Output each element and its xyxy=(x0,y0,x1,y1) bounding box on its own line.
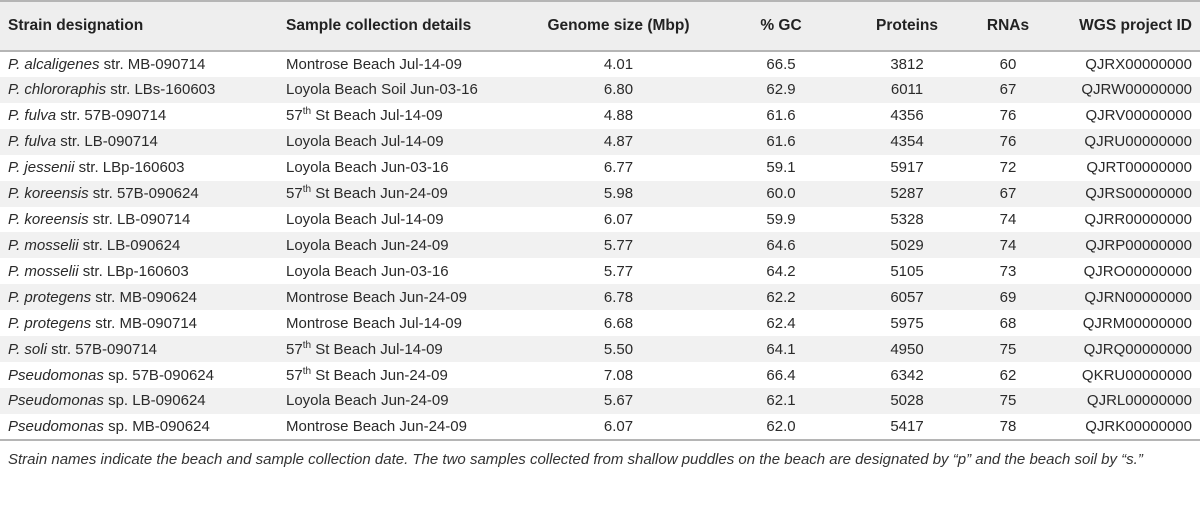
rnas-cell: 75 xyxy=(999,392,1017,410)
strain-designation-cell xyxy=(0,77,278,103)
strain-id: str. LBs-160603 xyxy=(106,81,216,99)
collection-text: Loyola Beach Jun-24-09 xyxy=(286,236,449,254)
wgs-project-id-cell: QJRP00000000 xyxy=(1085,236,1192,254)
rnas-cell: 74 xyxy=(999,236,1017,254)
strain-id: str. LBp-160603 xyxy=(74,159,185,177)
sample-collection-cell xyxy=(278,129,526,155)
sample-collection-cell xyxy=(278,284,526,310)
proteins-cell: 5975 xyxy=(890,314,924,332)
table-row xyxy=(0,155,1200,181)
genome-size-cell: 6.80 xyxy=(603,81,634,99)
strain-designation-cell xyxy=(0,232,278,258)
sample-collection-cell xyxy=(278,232,526,258)
header-genome-size: Genome size (Mbp) xyxy=(526,1,711,51)
rnas-cell: 75 xyxy=(999,340,1017,358)
table-row xyxy=(0,232,1200,258)
genome-size-cell: 5.98 xyxy=(603,185,634,203)
table-row xyxy=(0,103,1200,129)
rnas-cell: 69 xyxy=(999,288,1017,306)
ordinal-suffix: th xyxy=(302,184,312,196)
wgs-project-id-cell: QJRX00000000 xyxy=(1085,55,1192,73)
sample-collection-cell xyxy=(278,77,526,103)
strain-designation-cell xyxy=(0,129,278,155)
gc-cell: 64.1 xyxy=(766,340,796,358)
species-name: P. mosselii xyxy=(8,236,79,254)
sample-collection-cell xyxy=(278,362,526,388)
gc-cell: 66.4 xyxy=(766,366,796,384)
proteins-cell: 5028 xyxy=(890,392,924,410)
wgs-project-id-cell: QJRT00000000 xyxy=(1086,159,1192,177)
strain-designation-cell xyxy=(0,181,278,207)
collection-text: Loyola Beach Jun-03-16 xyxy=(286,159,449,177)
table-row xyxy=(0,414,1200,440)
wgs-project-id-cell: QJRM00000000 xyxy=(1082,314,1192,332)
gc-cell: 62.1 xyxy=(766,392,796,410)
strain-id: str. 57B-090714 xyxy=(56,107,167,125)
species-name: P. fulva xyxy=(8,107,57,125)
gc-cell: 61.6 xyxy=(766,107,796,125)
strain-designation-cell xyxy=(0,103,278,129)
genome-size-cell: 6.77 xyxy=(603,159,634,177)
strain-designation-cell xyxy=(0,336,278,362)
genome-size-cell: 5.77 xyxy=(603,236,634,254)
collection-text: Loyola Beach Jun-24-09 xyxy=(286,392,449,410)
proteins-cell: 4356 xyxy=(890,107,924,125)
rnas-cell: 60 xyxy=(999,55,1017,73)
table-row xyxy=(0,129,1200,155)
table-row xyxy=(0,51,1200,77)
gc-cell: 66.5 xyxy=(766,55,796,73)
strain-id: sp. 57B-090624 xyxy=(103,366,214,384)
ordinal-suffix: th xyxy=(302,365,312,377)
wgs-project-id-cell: QJRW00000000 xyxy=(1081,81,1192,99)
collection-text-rest: St Beach Jun-24-09 xyxy=(311,366,448,384)
strain-id: str. LBp-160603 xyxy=(78,262,189,280)
genome-size-cell: 5.77 xyxy=(603,262,634,280)
wgs-project-id-cell: QJRQ00000000 xyxy=(1083,340,1192,358)
species-name: P. koreensis xyxy=(8,185,89,203)
strain-designation-cell xyxy=(0,284,278,310)
rnas-cell: 67 xyxy=(999,185,1017,203)
strain-designation-cell xyxy=(0,362,278,388)
rnas-cell: 68 xyxy=(999,314,1017,332)
gc-cell: 64.2 xyxy=(766,262,796,280)
species-name: P. mosselii xyxy=(8,262,79,280)
wgs-project-id-cell: QJRL00000000 xyxy=(1086,392,1192,410)
species-name: P. chlororaphis xyxy=(8,81,107,99)
rnas-cell: 73 xyxy=(999,262,1017,280)
sample-collection-cell xyxy=(278,103,526,129)
header-strain-designation: Strain designation xyxy=(0,1,278,51)
strain-id: str. LB-090714 xyxy=(56,133,158,151)
rnas-cell: 67 xyxy=(999,81,1017,99)
collection-text: Montrose Beach Jun-24-09 xyxy=(286,417,467,435)
collection-text: Montrose Beach Jun-24-09 xyxy=(286,288,467,306)
strain-id: str. MB-090624 xyxy=(91,288,198,306)
strain-id: str. 57B-090624 xyxy=(88,185,199,203)
header-sample-collection: Sample collection details xyxy=(278,1,526,51)
rnas-cell: 76 xyxy=(999,133,1017,151)
species-name: P. soli xyxy=(8,340,47,358)
strain-designation-cell xyxy=(0,388,278,414)
table-row xyxy=(0,284,1200,310)
species-name: P. alcaligenes xyxy=(8,55,100,73)
collection-text: Loyola Beach Jul-14-09 xyxy=(286,210,444,228)
proteins-cell: 3812 xyxy=(890,55,924,73)
gc-cell: 60.0 xyxy=(766,185,796,203)
table-row xyxy=(0,181,1200,207)
sample-collection-cell xyxy=(278,336,526,362)
species-name: P. koreensis xyxy=(8,210,89,228)
proteins-cell: 5917 xyxy=(890,159,924,177)
proteins-cell: 4354 xyxy=(890,133,924,151)
gc-cell: 62.0 xyxy=(711,414,851,440)
rnas-cell: 72 xyxy=(999,159,1017,177)
header-proteins: Proteins xyxy=(851,1,963,51)
strain-designation-cell xyxy=(0,310,278,336)
species-name: Pseudomonas xyxy=(8,366,104,384)
gc-cell: 62.9 xyxy=(766,81,796,99)
genome-size-cell: 4.87 xyxy=(603,133,634,151)
rnas-cell: 76 xyxy=(999,107,1017,125)
table-row xyxy=(0,77,1200,103)
proteins-cell: 5417 xyxy=(851,414,963,440)
gc-cell: 59.9 xyxy=(766,210,796,228)
collection-text: 57 xyxy=(286,366,303,384)
genome-size-cell: 4.01 xyxy=(603,55,634,73)
genome-size-cell: 5.67 xyxy=(603,392,634,410)
collection-text: Montrose Beach Jul-14-09 xyxy=(286,314,462,332)
collection-text: 57 xyxy=(286,107,303,125)
strain-designation-cell xyxy=(0,155,278,181)
strain-id: sp. MB-090624 xyxy=(103,417,210,435)
sample-collection-cell xyxy=(278,207,526,233)
wgs-project-id-cell: QJRO00000000 xyxy=(1083,262,1192,280)
header-gc: % GC xyxy=(711,1,851,51)
genome-size-cell: 7.08 xyxy=(603,366,634,384)
header-rnas: RNAs xyxy=(963,1,1053,51)
ordinal-suffix: th xyxy=(302,106,312,118)
species-name: Pseudomonas xyxy=(8,392,104,410)
table-row xyxy=(0,258,1200,284)
table-row xyxy=(0,207,1200,233)
proteins-cell: 6342 xyxy=(890,366,924,384)
wgs-project-id-cell: QKRU00000000 xyxy=(1081,366,1192,384)
species-name: P. jessenii xyxy=(8,159,75,177)
wgs-project-id-cell: QJRK00000000 xyxy=(1053,414,1200,440)
collection-text-rest: St Beach Jul-14-09 xyxy=(311,107,443,125)
table-row xyxy=(0,388,1200,414)
proteins-cell: 6057 xyxy=(890,288,924,306)
collection-text: Loyola Beach Jul-14-09 xyxy=(286,133,444,151)
strain-id: str. MB-090714 xyxy=(91,314,198,332)
collection-text: Loyola Beach Jun-03-16 xyxy=(286,262,449,280)
proteins-cell: 5287 xyxy=(890,185,924,203)
wgs-project-id-cell: QJRN00000000 xyxy=(1084,288,1192,306)
header-row xyxy=(0,1,1200,51)
rnas-cell: 62 xyxy=(999,366,1017,384)
sample-collection-cell xyxy=(278,310,526,336)
strain-id: str. LB-090624 xyxy=(78,236,181,254)
genome-size-cell: 6.07 xyxy=(603,210,634,228)
gc-cell: 64.6 xyxy=(766,236,796,254)
wgs-project-id-cell: QJRV00000000 xyxy=(1085,107,1192,125)
table-row xyxy=(0,310,1200,336)
sample-collection-cell xyxy=(278,258,526,284)
proteins-cell: 5328 xyxy=(890,210,924,228)
sample-collection-cell xyxy=(278,155,526,181)
gc-cell: 59.1 xyxy=(766,159,796,177)
genome-size-cell: 6.07 xyxy=(526,414,711,440)
collection-text-rest: St Beach Jun-24-09 xyxy=(311,185,448,203)
genome-size-cell: 4.88 xyxy=(603,107,634,125)
wgs-project-id-cell: QJRU00000000 xyxy=(1084,133,1192,151)
species-name: Pseudomonas xyxy=(8,417,104,435)
gc-cell: 62.2 xyxy=(766,288,796,306)
sample-collection-cell xyxy=(278,51,526,77)
sample-collection-cell xyxy=(278,388,526,414)
strain-designation-cell xyxy=(0,258,278,284)
strain-id: sp. LB-090624 xyxy=(103,392,206,410)
collection-text: Montrose Beach Jul-14-09 xyxy=(286,55,462,73)
sample-collection-cell xyxy=(278,181,526,207)
table-body xyxy=(0,51,1200,440)
collection-text-rest: St Beach Jul-14-09 xyxy=(311,340,443,358)
strain-id: str. 57B-090714 xyxy=(46,340,157,358)
species-name: P. protegens xyxy=(8,314,92,332)
rnas-cell: 74 xyxy=(999,210,1017,228)
proteins-cell: 4950 xyxy=(890,340,924,358)
rnas-cell: 78 xyxy=(963,414,1053,440)
sample-collection-cell xyxy=(278,414,526,440)
collection-text: Loyola Beach Soil Jun-03-16 xyxy=(286,81,478,99)
genome-size-cell: 6.78 xyxy=(603,288,634,306)
species-name: P. fulva xyxy=(8,133,57,151)
ordinal-suffix: th xyxy=(302,339,312,351)
table-footnote: Strain names indicate the beach and sample collection date. The two samples collected from shallow puddles on the beach are designated by “p” and the beach soil by “s.” xyxy=(8,450,1143,468)
strain-designation-cell xyxy=(0,207,278,233)
strain-id: str. LB-090714 xyxy=(88,210,191,228)
species-name: P. protegens xyxy=(8,288,92,306)
proteins-cell: 5029 xyxy=(890,236,924,254)
wgs-project-id-cell: QJRS00000000 xyxy=(1085,185,1192,203)
collection-text: 57 xyxy=(286,340,303,358)
gc-cell: 62.4 xyxy=(766,314,796,332)
table-row xyxy=(0,336,1200,362)
header-wgs-project-id: WGS project ID xyxy=(1053,1,1200,51)
strain-designation-cell xyxy=(0,414,278,440)
table-header xyxy=(0,1,1200,51)
wgs-project-id-cell: QJRR00000000 xyxy=(1084,210,1192,228)
collection-text: 57 xyxy=(286,185,303,203)
genome-size-cell: 6.68 xyxy=(603,314,634,332)
strain-id: str. MB-090714 xyxy=(99,55,206,73)
table-row xyxy=(0,362,1200,388)
proteins-cell: 6011 xyxy=(890,81,924,99)
strain-designation-cell xyxy=(0,51,278,77)
gc-cell: 61.6 xyxy=(766,133,796,151)
genome-size-cell: 5.50 xyxy=(603,340,634,358)
proteins-cell: 5105 xyxy=(890,262,924,280)
